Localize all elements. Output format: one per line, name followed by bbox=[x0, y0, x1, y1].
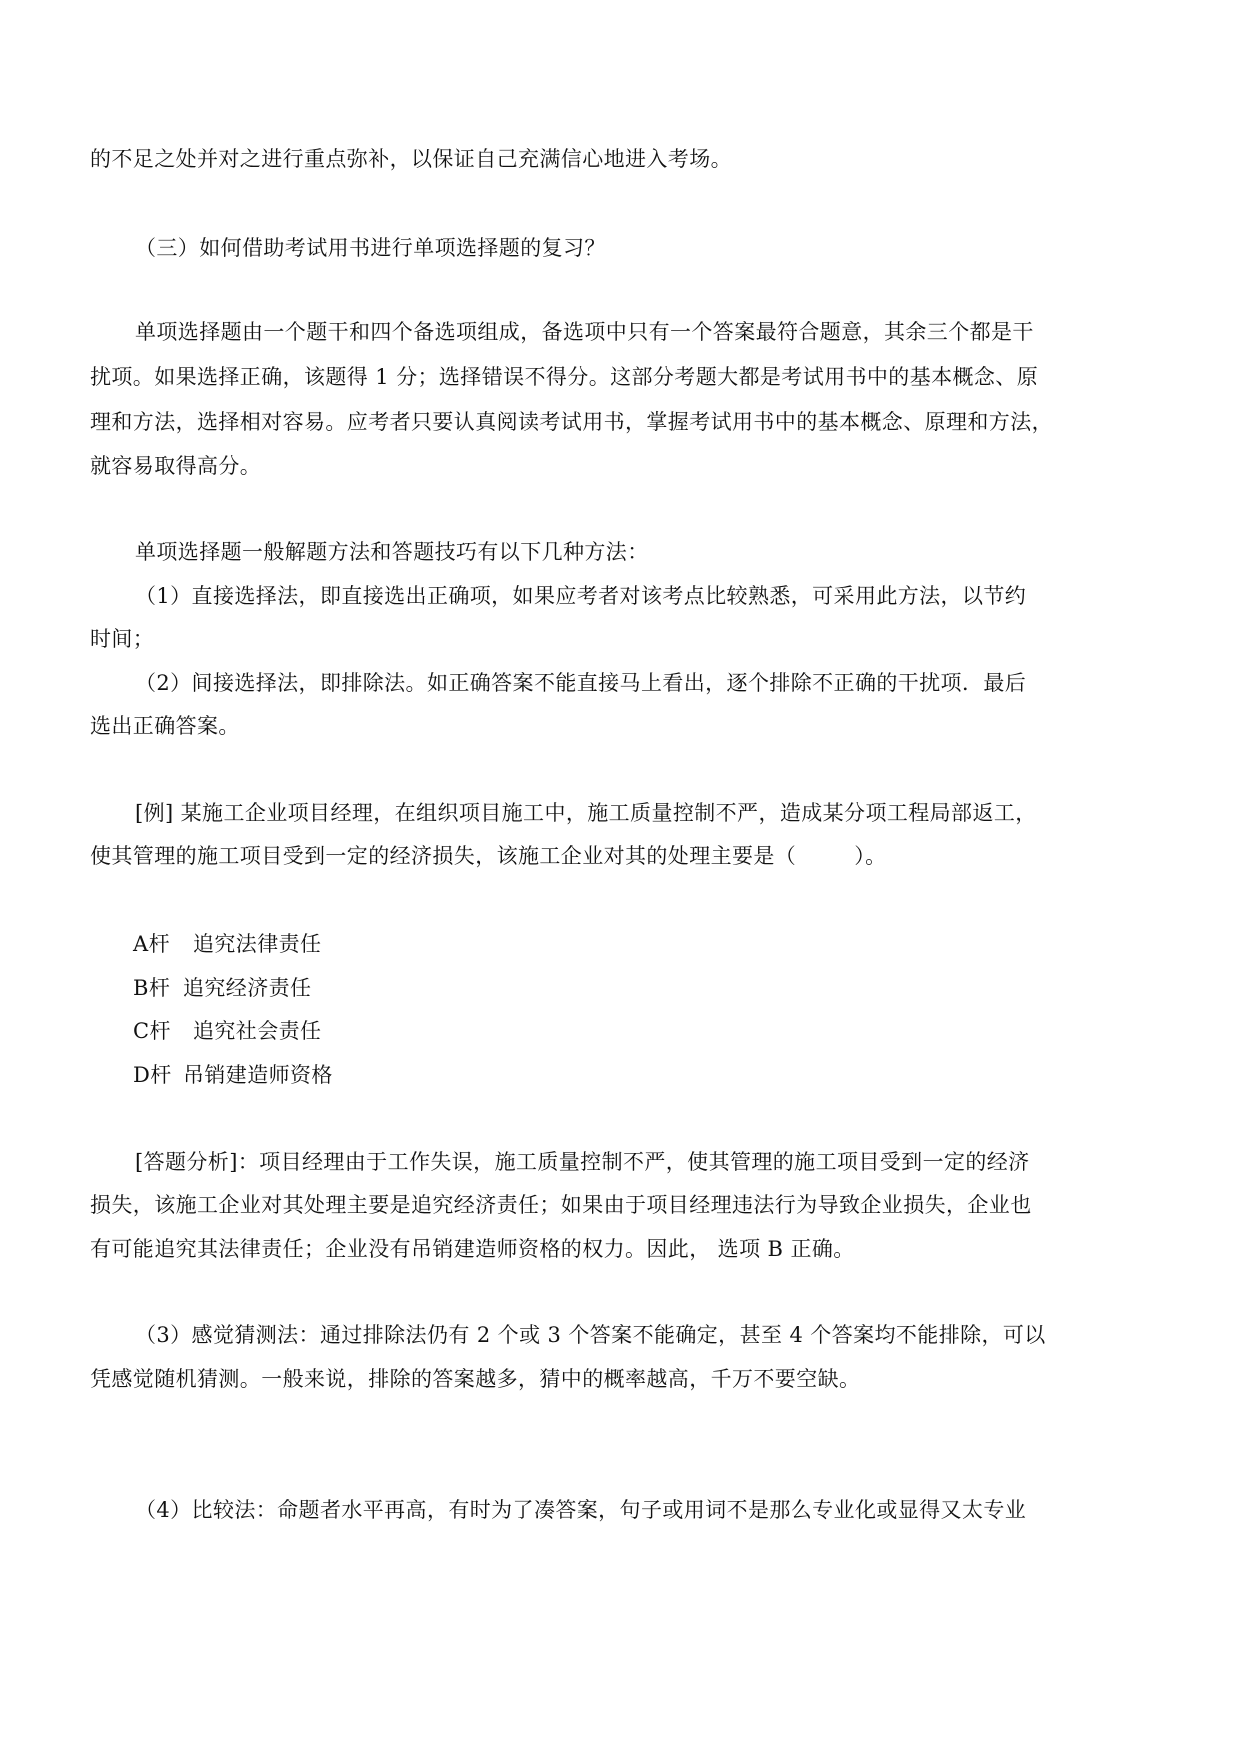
example-question: [例] 某施工企业项目经理，在组织项目施工中，施工质量控制不严，造成某分项工程局部返工， bbox=[135, 801, 1037, 825]
option-label: C杆 bbox=[133, 1019, 171, 1043]
option-text: 追究法律责任 bbox=[193, 932, 322, 956]
method-item: （3）感觉猜测法：通过排除法仍有 2 个或 3 个答案不能确定，甚至 4 个答案均不能排除，可以 bbox=[135, 1323, 1046, 1347]
example-question bbox=[90, 842, 887, 870]
paragraph-line: 的不足之处并对之进行重点弥补，以保证自己充满信心地进入考场。 bbox=[90, 147, 732, 171]
option-label: A杆 bbox=[133, 932, 170, 956]
method-item: （4）比较法：命题者水平再高，有时为了凑答案，句子或用词不是那么专业化或显得又太专业 bbox=[135, 1498, 1027, 1522]
question-text: 使其管理的施工项目受到一定的经济损失，该施工企业对其的处理主要是（ bbox=[90, 844, 797, 868]
question-end: ）。 bbox=[854, 844, 887, 868]
answer-analysis: [答题分析]：项目经理由于工作失误，施工质量控制不严，使其管理的施工项目受到一定的经济 bbox=[135, 1150, 1030, 1174]
answer-analysis: 损失，该施工企业对其处理主要是追究经济责任；如果由于项目经理违法行为导致企业损失，企业也 bbox=[90, 1193, 1032, 1217]
option-text: 追究经济责任 bbox=[183, 976, 312, 1000]
method-item: （2）间接选择法，即排除法。如正确答案不能直接马上看出，逐个排除不正确的干扰项．最后 bbox=[135, 671, 1027, 695]
option-text: 吊销建造师资格 bbox=[183, 1063, 333, 1087]
paragraph-line: 理和方法，选择相对容易。应考者只要认真阅读考试用书，掌握考试用书中的基本概念、原理和方法， bbox=[90, 410, 1053, 434]
paragraph-line: 时间； bbox=[90, 627, 155, 651]
section-heading: （三）如何借助考试用书进行单项选择题的复习？ bbox=[135, 236, 606, 260]
method-item: （1）直接选择法，即直接选出正确项，如果应考者对该考点比较熟悉，可采用此方法，以节约 bbox=[135, 584, 1027, 608]
paragraph-line: 单项选择题一般解题方法和答题技巧有以下几种方法： bbox=[135, 540, 649, 564]
option-d bbox=[133, 1061, 333, 1089]
option-b bbox=[133, 974, 311, 1002]
paragraph-line: 扰项。如果选择正确，该题得 1 分；选择错误不得分。这部分考题大都是考试用书中的基本概念、原 bbox=[90, 365, 1039, 389]
option-label: D杆 bbox=[133, 1063, 172, 1087]
option-c bbox=[133, 1017, 321, 1045]
paragraph-line: 凭感觉随机猜测。一般来说，排除的答案越多，猜中的概率越高，千万不要空缺。 bbox=[90, 1367, 861, 1391]
paragraph-line: 就容易取得高分。 bbox=[90, 454, 262, 478]
answer-analysis: 有可能追究其法律责任；企业没有吊销建造师资格的权力。因此， 选项 B 正确。 bbox=[90, 1237, 855, 1261]
option-label: B杆 bbox=[133, 976, 171, 1000]
paragraph-line: 单项选择题由一个题干和四个备选项组成，备选项中只有一个答案最符合题意，其余三个都是干 bbox=[135, 320, 1034, 344]
paragraph-line: 选出正确答案。 bbox=[90, 714, 240, 738]
option-a bbox=[133, 930, 321, 958]
option-text: 追究社会责任 bbox=[193, 1019, 322, 1043]
